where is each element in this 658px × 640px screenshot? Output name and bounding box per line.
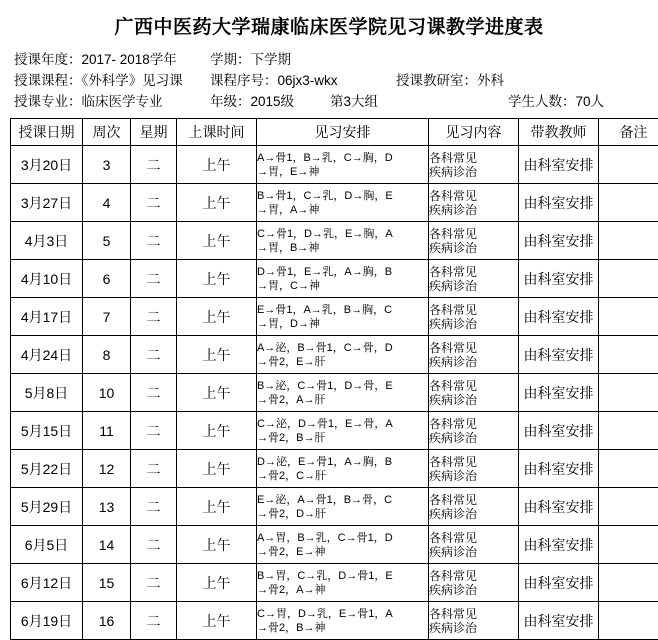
cell-remark	[599, 298, 658, 336]
cell-day: 二	[131, 184, 177, 222]
cell-date: 4月10日	[11, 260, 83, 298]
cell-content: 各科常见 疾病诊治	[429, 488, 519, 526]
cell-remark	[599, 146, 658, 184]
cell-teacher: 由科室安排	[519, 602, 599, 640]
cell-date: 3月20日	[11, 146, 83, 184]
cell-date: 6月12日	[11, 564, 83, 602]
cell-teacher: 由科室安排	[519, 488, 599, 526]
cell-arrange: A→骨1，B→乳，C→胸，D →胃，E→神	[257, 146, 429, 184]
cell-remark	[599, 336, 658, 374]
cell-arrange: A→泌，B→骨1，C→骨，D →骨2，E→肝	[257, 336, 429, 374]
cell-day: 二	[131, 260, 177, 298]
cell-arrange: B→泌，C→骨1，D→骨，E →骨2，A→肝	[257, 374, 429, 412]
cell-teacher: 由科室安排	[519, 260, 599, 298]
cell-week: 7	[83, 298, 131, 336]
cell-teacher: 由科室安排	[519, 184, 599, 222]
cell-day: 二	[131, 336, 177, 374]
cell-week: 15	[83, 564, 131, 602]
course-label: 授课课程：	[14, 73, 82, 88]
cell-date: 5月8日	[11, 374, 83, 412]
group-value: 第3大组	[330, 91, 430, 112]
cell-arrange: D→骨1，E→乳，A→胸，B →胃，C→神	[257, 260, 429, 298]
student-count-value: 70人	[575, 94, 604, 109]
column-header-remark: 备注	[599, 119, 658, 146]
academic-year-label: 授课年度：	[14, 52, 82, 67]
table-row	[11, 488, 658, 526]
course	[14, 70, 210, 91]
table-row	[11, 450, 658, 488]
cell-arrange: A→胃，B→乳，C→骨1，D →骨2，E→神	[257, 526, 429, 564]
page-title: 广西中医药大学瑞康临床医学院见习课教学进度表	[10, 12, 648, 39]
cell-content: 各科常见 疾病诊治	[429, 374, 519, 412]
cell-day: 二	[131, 526, 177, 564]
cell-teacher: 由科室安排	[519, 526, 599, 564]
cell-time: 上午	[177, 450, 257, 488]
course-code	[210, 70, 396, 91]
academic-year	[14, 49, 210, 70]
table-row	[11, 374, 658, 412]
table-header-row	[11, 119, 658, 146]
cell-date: 4月17日	[11, 298, 83, 336]
cell-arrange: D→泌，E→骨1，A→胸，B →骨2，C→肝	[257, 450, 429, 488]
cell-content: 各科常见 疾病诊治	[429, 260, 519, 298]
cell-content: 各科常见 疾病诊治	[429, 412, 519, 450]
table-row	[11, 526, 658, 564]
major	[14, 91, 210, 112]
cell-arrange: C→骨1，D→乳，E→胸，A →胃，B→神	[257, 222, 429, 260]
cell-time: 上午	[177, 412, 257, 450]
cell-date: 3月27日	[11, 184, 83, 222]
cell-remark	[599, 450, 658, 488]
cell-remark	[599, 488, 658, 526]
column-header-teacher: 带教教师	[519, 119, 599, 146]
cell-content: 各科常见 疾病诊治	[429, 222, 519, 260]
grade-label: 年级：	[210, 94, 251, 109]
cell-week: 8	[83, 336, 131, 374]
cell-day: 二	[131, 222, 177, 260]
cell-day: 二	[131, 602, 177, 640]
cell-week: 13	[83, 488, 131, 526]
table-row	[11, 222, 658, 260]
cell-time: 上午	[177, 602, 257, 640]
cell-time: 上午	[177, 184, 257, 222]
column-header-time: 上课时间	[177, 119, 257, 146]
table-row	[11, 336, 658, 374]
cell-content: 各科常见 疾病诊治	[429, 526, 519, 564]
cell-remark	[599, 260, 658, 298]
table-row	[11, 602, 658, 640]
grade-value: 2015级	[251, 94, 295, 109]
meta-row-year	[14, 49, 644, 70]
schedule-table-body	[11, 146, 658, 640]
cell-day: 二	[131, 564, 177, 602]
academic-year-value: 2017- 2018学年	[82, 52, 177, 67]
cell-week: 5	[83, 222, 131, 260]
table-row	[11, 412, 658, 450]
major-value: 临床医学专业	[82, 94, 163, 109]
cell-day: 二	[131, 450, 177, 488]
cell-time: 上午	[177, 222, 257, 260]
cell-arrange: B→骨1，C→乳，D→胸，E →胃，A→神	[257, 184, 429, 222]
student-count-label: 学生人数：	[508, 94, 576, 109]
cell-week: 16	[83, 602, 131, 640]
cell-date: 5月15日	[11, 412, 83, 450]
term-value: 下学期	[251, 52, 292, 67]
cell-time: 上午	[177, 526, 257, 564]
cell-week: 10	[83, 374, 131, 412]
cell-week: 11	[83, 412, 131, 450]
cell-content: 各科常见 疾病诊治	[429, 146, 519, 184]
course-value: 《外科学》见习课	[82, 73, 183, 88]
cell-remark	[599, 222, 658, 260]
teaching-office	[396, 70, 644, 91]
cell-remark	[599, 412, 658, 450]
cell-date: 4月3日	[11, 222, 83, 260]
cell-arrange: B→胃，C→乳，D→骨1，E →骨2，A→神	[257, 564, 429, 602]
cell-teacher: 由科室安排	[519, 412, 599, 450]
column-header-week: 周次	[83, 119, 131, 146]
cell-teacher: 由科室安排	[519, 374, 599, 412]
cell-content: 各科常见 疾病诊治	[429, 298, 519, 336]
cell-time: 上午	[177, 260, 257, 298]
cell-day: 二	[131, 374, 177, 412]
cell-arrange: C→胃，D→乳，E→骨1，A →骨2，B→神	[257, 602, 429, 640]
column-header-arrange: 见习安排	[257, 119, 429, 146]
column-header-day: 星期	[131, 119, 177, 146]
cell-time: 上午	[177, 488, 257, 526]
cell-remark	[599, 526, 658, 564]
cell-week: 12	[83, 450, 131, 488]
cell-teacher: 由科室安排	[519, 298, 599, 336]
grade	[210, 91, 330, 112]
cell-time: 上午	[177, 336, 257, 374]
cell-content: 各科常见 疾病诊治	[429, 336, 519, 374]
column-header-content: 见习内容	[429, 119, 519, 146]
cell-day: 二	[131, 146, 177, 184]
table-row	[11, 260, 658, 298]
cell-time: 上午	[177, 298, 257, 336]
cell-date: 5月29日	[11, 488, 83, 526]
term-label: 学期：	[210, 52, 251, 67]
course-code-label: 课程序号：	[210, 73, 278, 88]
cell-teacher: 由科室安排	[519, 564, 599, 602]
cell-remark	[599, 564, 658, 602]
cell-week: 3	[83, 146, 131, 184]
table-row	[11, 298, 658, 336]
cell-arrange: E→泌，A→骨1，B→骨，C →骨2，D→肝	[257, 488, 429, 526]
cell-teacher: 由科室安排	[519, 450, 599, 488]
cell-week: 14	[83, 526, 131, 564]
cell-teacher: 由科室安排	[519, 146, 599, 184]
cell-arrange: E→骨1，A→乳，B→胸，C →胃，D→神	[257, 298, 429, 336]
cell-day: 二	[131, 488, 177, 526]
cell-date: 5月22日	[11, 450, 83, 488]
cell-content: 各科常见 疾病诊治	[429, 450, 519, 488]
table-row	[11, 184, 658, 222]
column-header-date: 授课日期	[11, 119, 83, 146]
cell-week: 4	[83, 184, 131, 222]
major-label: 授课专业：	[14, 94, 82, 109]
cell-day: 二	[131, 412, 177, 450]
teaching-office-value: 外科	[477, 73, 504, 88]
teaching-office-label: 授课教研室：	[396, 73, 477, 88]
cell-content: 各科常见 疾病诊治	[429, 564, 519, 602]
cell-date: 6月5日	[11, 526, 83, 564]
cell-content: 各科常见 疾病诊治	[429, 602, 519, 640]
term	[210, 49, 644, 70]
meta-row-major	[14, 91, 644, 112]
meta-row-course	[14, 70, 644, 91]
course-code-value: 06jx3-wkx	[278, 73, 338, 88]
cell-teacher: 由科室安排	[519, 222, 599, 260]
cell-week: 6	[83, 260, 131, 298]
cell-remark	[599, 184, 658, 222]
cell-content: 各科常见 疾病诊治	[429, 184, 519, 222]
cell-date: 6月19日	[11, 602, 83, 640]
cell-time: 上午	[177, 564, 257, 602]
cell-teacher: 由科室安排	[519, 336, 599, 374]
cell-time: 上午	[177, 146, 257, 184]
cell-time: 上午	[177, 374, 257, 412]
student-count	[430, 91, 644, 112]
meta-block	[14, 49, 644, 112]
table-row	[11, 146, 658, 184]
cell-date: 4月24日	[11, 336, 83, 374]
schedule-table	[10, 118, 658, 640]
cell-remark	[599, 374, 658, 412]
cell-day: 二	[131, 298, 177, 336]
cell-arrange: C→泌，D→骨1，E→骨，A →骨2，B→肝	[257, 412, 429, 450]
table-row	[11, 564, 658, 602]
cell-remark	[599, 602, 658, 640]
